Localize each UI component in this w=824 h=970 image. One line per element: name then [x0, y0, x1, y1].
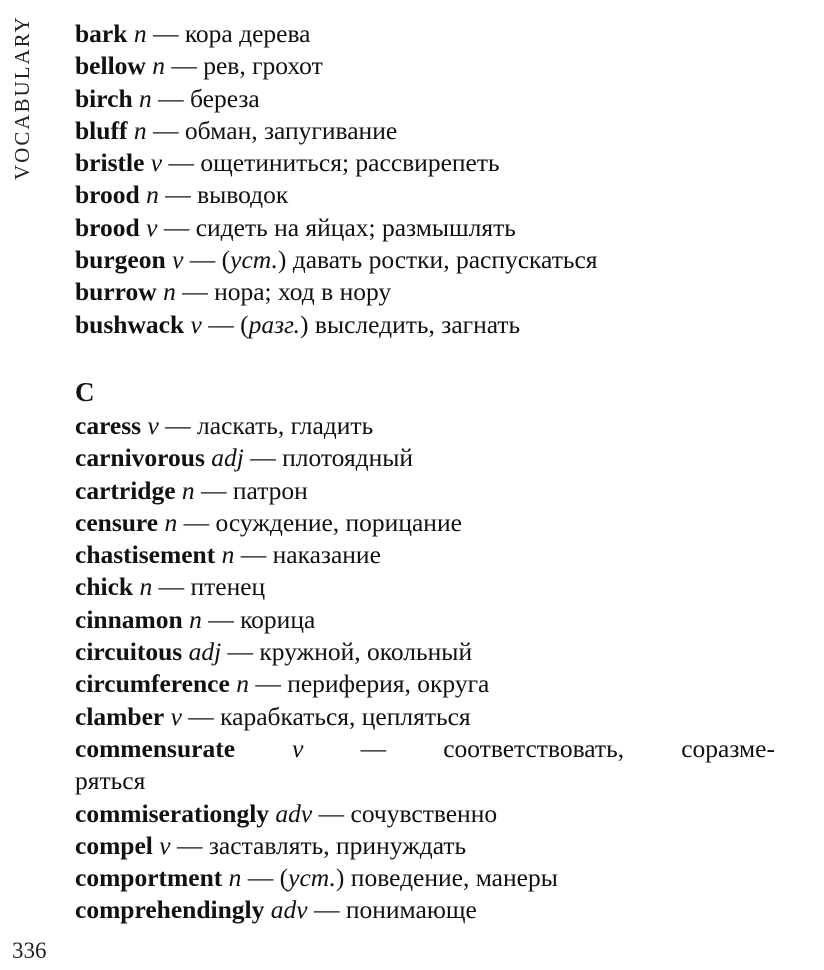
- entry-headword: bristle: [75, 148, 145, 178]
- entry-translation: птенец: [190, 572, 266, 602]
- entry-part-of-speech: n: [133, 115, 147, 145]
- entry-part-of-speech: n: [146, 180, 159, 210]
- entry-translation: плотоядный: [282, 443, 414, 473]
- vocab-entry-commensurate: [75, 733, 775, 765]
- vocab-entry: [75, 539, 775, 571]
- entry-headword: chastisement: [75, 540, 216, 570]
- entry-part-of-speech: n: [152, 51, 165, 81]
- entry-headword: comportment: [75, 863, 223, 893]
- vocab-entry: [75, 309, 775, 341]
- entry-translation: поведение, манеры: [350, 863, 558, 893]
- entry-dash: —: [158, 572, 185, 602]
- entry-part-of-speech: n: [189, 604, 202, 634]
- entry-part-of-speech: n: [236, 669, 249, 699]
- entry-dash: —: [171, 51, 197, 81]
- entries-group-c-continued: [75, 798, 775, 927]
- entry-headword: birch: [75, 83, 133, 113]
- vocab-entry: [75, 212, 775, 244]
- entry-translation: рев, грохот: [203, 51, 323, 81]
- entry-headword: commiserationgly: [75, 798, 270, 828]
- entry-headword: cartridge: [75, 475, 176, 505]
- entry-part-of-speech: v: [190, 309, 202, 339]
- entry-translation: сочувственно: [350, 798, 498, 828]
- entry-translation: соответствовать, соразме-: [443, 733, 775, 763]
- entry-usage-note: уст.: [288, 863, 336, 893]
- vocab-entry: [75, 179, 775, 211]
- entry-dash: —: [318, 798, 345, 828]
- entries-group-b: [75, 18, 775, 341]
- entry-part-of-speech: n: [139, 572, 153, 602]
- entry-usage-note: уст.: [230, 245, 278, 275]
- entry-headword: clamber: [75, 701, 165, 731]
- entry-part-of-speech: adv: [270, 895, 308, 925]
- entry-headword: commensurate: [75, 733, 236, 763]
- entry-dash: —: [201, 475, 227, 505]
- vocab-entry: [75, 18, 775, 50]
- entry-dash: —: [152, 115, 179, 145]
- vocab-entry: [75, 798, 775, 830]
- running-head-vocabulary: VOCABULARY: [10, 15, 34, 180]
- entry-translation: кора дерева: [184, 19, 311, 48]
- entry-part-of-speech: n: [133, 19, 147, 48]
- entry-translation: обман, запугивание: [184, 115, 398, 145]
- vocab-entry: [75, 636, 775, 668]
- vocab-entry: [75, 276, 775, 308]
- entry-part-of-speech: v: [170, 701, 182, 731]
- entry-note-open-paren: (: [240, 309, 249, 339]
- entry-headword: compel: [75, 830, 153, 860]
- entry-dash: —: [250, 443, 276, 473]
- entry-translation: понимающе: [345, 895, 477, 925]
- entry-translation: сидеть на яйцах; размышлять: [195, 212, 516, 242]
- entry-dash: —: [313, 895, 340, 925]
- entry-translation: береза: [190, 83, 260, 113]
- entry-headword: comprehendingly: [75, 895, 265, 925]
- entry-translation: нора; ход в нору: [214, 277, 392, 307]
- entry-translation: корица: [240, 604, 316, 634]
- entry-dash: —: [168, 148, 194, 178]
- entry-note-open-paren: (: [279, 863, 289, 893]
- vocab-entry: [75, 862, 775, 894]
- entry-headword: bark: [75, 19, 128, 48]
- entry-dash: —: [189, 245, 216, 275]
- entry-headword: brood: [75, 212, 140, 242]
- vocab-entry: [75, 83, 775, 115]
- entry-part-of-speech: v: [172, 245, 184, 275]
- entry-translation: периферия, округа: [287, 669, 490, 699]
- entry-part-of-speech: v: [150, 148, 163, 178]
- entry-part-of-speech: n: [181, 475, 195, 505]
- vocab-entry: [75, 147, 775, 179]
- entry-translation: выводок: [197, 180, 289, 210]
- vocab-entry: [75, 507, 775, 539]
- entry-part-of-speech: v: [159, 830, 171, 860]
- entry-dash: —: [165, 180, 191, 210]
- vocab-entry: [75, 604, 775, 636]
- entry-dash: —: [188, 701, 214, 731]
- entry-dash: —: [163, 212, 190, 242]
- entry-translation: давать ростки, распускаться: [292, 245, 598, 275]
- entry-headword: carnivorous: [75, 443, 205, 473]
- vocabulary-list: [75, 18, 775, 927]
- entry-headword: cinnamon: [75, 604, 183, 634]
- entry-dash: —: [208, 604, 234, 634]
- vocab-entry: [75, 701, 775, 733]
- entry-part-of-speech: adv: [275, 798, 313, 828]
- entry-note-open-paren: (: [221, 245, 231, 275]
- vocab-entry: [75, 571, 775, 603]
- entry-headword: chick: [75, 572, 134, 602]
- entry-dash: —: [158, 83, 184, 113]
- page-number: 336: [12, 938, 47, 963]
- entry-translation: карабкаться, цепляться: [220, 701, 471, 731]
- entry-part-of-speech: v: [146, 212, 158, 242]
- vocab-entry: [75, 442, 775, 474]
- entry-headword: bluff: [75, 115, 128, 145]
- entry-headword: brood: [75, 180, 140, 210]
- entry-headword: circumference: [75, 669, 230, 699]
- section-gap: [75, 341, 775, 375]
- entry-dash: —: [176, 830, 203, 860]
- entry-part-of-speech: n: [139, 83, 152, 113]
- entry-dash: —: [360, 733, 387, 763]
- entry-dash: —: [240, 540, 267, 570]
- entry-part-of-speech: n: [164, 507, 178, 537]
- entry-part-of-speech: v: [147, 410, 159, 440]
- section-letter-c: C: [75, 376, 95, 407]
- vocab-entry: [75, 50, 775, 82]
- entry-headword: burrow: [75, 277, 157, 307]
- entry-dash: —: [247, 863, 274, 893]
- vocab-entry: [75, 475, 775, 507]
- entry-part-of-speech: adj: [188, 637, 222, 667]
- entry-translation: заставлять, принуждать: [208, 830, 467, 860]
- entry-dash: —: [182, 277, 208, 307]
- entry-translation: ощетиниться; рассвирепеть: [200, 148, 500, 178]
- entries-group-c: [75, 410, 775, 733]
- entry-part-of-speech: adj: [211, 443, 244, 473]
- entry-dash: —: [165, 410, 191, 440]
- entry-translation: наказание: [272, 540, 381, 570]
- entry-part-of-speech: n: [221, 540, 235, 570]
- entry-part-of-speech: v: [292, 733, 304, 763]
- entry-translation-continued: ряться: [75, 766, 146, 796]
- entry-translation: ласкать, гладить: [197, 410, 374, 440]
- vocab-entry: [75, 830, 775, 862]
- entry-headword: censure: [75, 507, 159, 537]
- entry-translation: осуждение, порицание: [215, 507, 462, 537]
- entry-note-close-paren: ): [277, 245, 287, 275]
- vocab-entry: [75, 894, 775, 926]
- entry-translation: кружной, окольный: [259, 637, 473, 667]
- entry-part-of-speech: n: [228, 863, 242, 893]
- vocab-entry-commensurate-continuation: [75, 765, 775, 797]
- entry-translation: патрон: [232, 475, 308, 505]
- entry-note-close-paren: ): [335, 863, 345, 893]
- entry-dash: —: [208, 309, 234, 339]
- vocab-entry: [75, 668, 775, 700]
- entry-headword: bellow: [75, 51, 146, 81]
- entry-headword: caress: [75, 410, 142, 440]
- entry-part-of-speech: n: [163, 277, 176, 307]
- entry-usage-note: разг.: [248, 309, 301, 339]
- entry-translation: выследить, загнать: [314, 309, 521, 339]
- entry-dash: —: [183, 507, 210, 537]
- entry-dash: —: [227, 637, 254, 667]
- vocab-entry: [75, 115, 775, 147]
- entry-headword: burgeon: [75, 245, 166, 275]
- entry-headword: circuitous: [75, 637, 183, 667]
- entry-headword: bushwack: [75, 309, 185, 339]
- vocab-entry: [75, 244, 775, 276]
- entry-note-close-paren: ): [300, 309, 309, 339]
- entry-dash: —: [255, 669, 281, 699]
- vocab-entry: [75, 410, 775, 442]
- entry-dash: —: [152, 19, 179, 48]
